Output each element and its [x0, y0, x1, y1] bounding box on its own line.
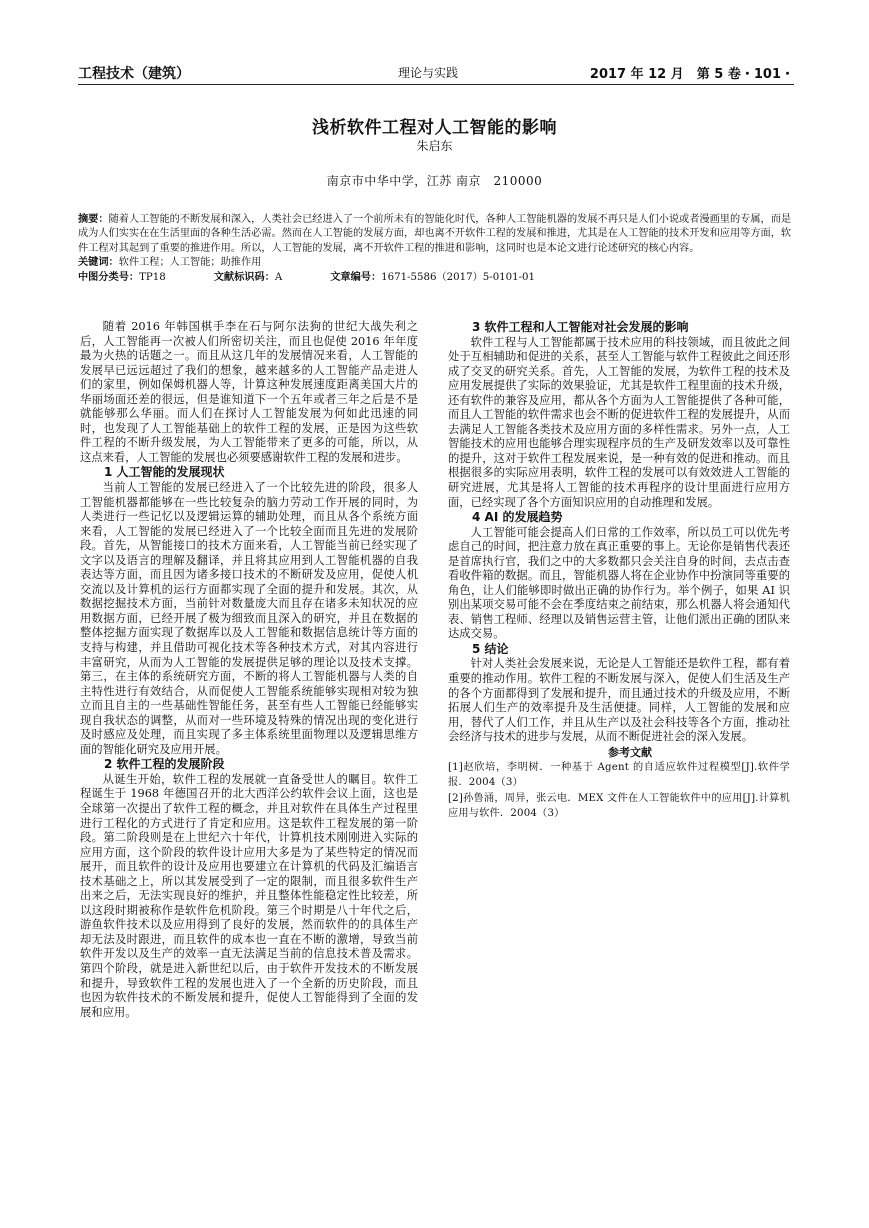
abstract-block — [78, 213, 794, 285]
references-heading: 参考文献 — [608, 745, 652, 759]
article-label: 文章编号： — [330, 271, 382, 283]
author-name: 朱启东 — [416, 139, 453, 153]
keywords-text: 软件工程；人工智能；助推作用 — [118, 257, 262, 269]
doc-value: A — [274, 271, 283, 283]
keywords-label: 关键词： — [78, 257, 119, 269]
classification-line — [78, 271, 794, 285]
abstract — [78, 213, 794, 256]
journal-name: 工程技术（建筑） — [78, 66, 190, 82]
section-3-heading: 3 软件工程和人工智能对社会发展的影响 — [472, 320, 689, 334]
section-4-text: 人工智能可能会提高人们日常的工作效率，所以员工可以优先考虑自己的时间，把注意力放在真正重要的事上。无论你是销售代表还是首席执行官，我们之中的大多数都只会关注自身的时间，去点击查看收件箱的数据。而且，智能机器人将在企业协作中扮演同等重要的角色，让人们能够即时做出正确的协作行为。举个例子，如果 AI 识别出某项交易可能不会在季度结束之前结束，那么机器人将会通知代表、销售工程师、经理以及销售运营主管，让他们派出正确的团队来达成交易。 — [448, 525, 790, 641]
section-1-heading: 1 人工智能的发展现状 — [104, 465, 225, 480]
clc-label: 中图分类号： — [78, 271, 140, 283]
article-title: 浅析软件工程对人工智能的影响 — [312, 118, 557, 138]
document-code — [214, 271, 282, 285]
section-5-heading: 5 结论 — [472, 641, 509, 656]
clc-value: TP18 — [139, 271, 166, 283]
section-5-text: 针对人类社会发展来说，无论是人工智能还是软件工程，都有着重要的推动作用。软件工程的不断发展与深入，促使人们生活及生产的各个方面都得到了发展和提升，而且通过技术的升级及应用，不断拓展人们生产的效率提升及生活便捷。同样，人工智能的发展和应用，替代了人们工作，并且从生产以及社会科技等各个方面，推动社会经济与技术的进步与发展，从而不断促进社会的深入发展。 — [448, 657, 790, 744]
doc-label: 文献标识码： — [213, 271, 275, 283]
section-2-text: 从诞生开始，软件工程的发展就一直备受世人的瞩目。软件工程诞生于 1968 年德国召开的北大西洋公约软件会议上面，这也是全球第一次提出了软件工程的概念，并且对软件在具体生产过程里进行工程化的方式进行了肯定和应用。这是软件工程发展的第一阶段。第二阶段则是在上世纪六十年代，计算机技术刚刚进入实际的应用方面，这个阶段的软件设计应用大多是为了某些特定的情况而展开，而且软件的设计及应用也要建立在计算机的代码及汇编语言技术基础之上，所以其发展受到了一定的限制，而且很多软件生产出来之后，无法实现良好的维护，并且整体性能稳定性比较差，所以这段时期被称作是软件危机阶段。第三个时期是八十年代之后，游鱼软件技术以及应用得到了良好的发展，然而软件的的具体生产却无法及时跟进，而且软件的成本也一直在不断的激增，导致当前软件开发以及生产的效率一直无法满足当前的信息技术普及需求。第四个阶段，就是进入新世纪以后，由于软件开发技术的不断发展和提升，导致软件工程的发展也进入了一个全新的历史阶段，而且也因为软件技术的不断发展和提升，促使人工智能得到了全面的发展和应用。 — [80, 772, 418, 1019]
abstract-label: 摘要： — [78, 214, 109, 225]
issue-info: 2017 年 12 月 第 5 卷・101・ — [589, 67, 794, 82]
section-2-heading: 2 软件工程的发展阶段 — [104, 757, 225, 772]
reference-1: [1]赵欣培，李明树．一种基于 Agent 的自适应软件过程模型[J].软件学报．2004（3） — [448, 761, 790, 789]
abstract-text: 随着人工智能的不断发展和深入，人类社会已经进入了一个前所未有的智能化时代，各种人工智能机器的发展不再只是人们小说或者漫画里的专属，而是成为人们实实在在生活里面的各种生活必需。然而在人工智能的发展方面，却也离不开软件工程的发展和推进，尤其是在人工智能的技术开发和应用等方面，软件工程对其起到了重要的推进作用。所以，人工智能的发展，离不开软件工程的推进和影响，这同时也是本论文进行论述研究的核心内容。 — [78, 214, 792, 254]
intro-paragraph: 随着 2016 年韩国棋手李在石与阿尔法狗的世纪大战失利之后，人工智能再一次被人们所密切关注，而且也促使 2016 年年度最为火热的话题之一。而且从这几年的发展情况来看，人工智能的发展早已远远超过了我们的想象，越来越多的人工智能产品走进人们的家里，例如保姆机器人等，计算这种发展速度距离美国大片的华丽场面还差的很远，但是谁知道下一个五年或者三年之后是不是就能够那么华丽。而人们在探讨人工智能发展为何如此迅速的同时，也发现了人工智能基础上的软件工程的发展，正是因为这些软件工程的不断升级发展，为人工智能带来了更多的可能，所以，从这点来看，人工智能的发展也必须要感谢软件工程的发展和进步。 — [80, 320, 418, 464]
clc-number — [78, 271, 166, 285]
reference-2: [2]孙鲁涌，周异，张云电．MEX 文件在人工智能软件中的应用[J].计算机应用与软件．2004（3） — [448, 792, 790, 820]
section-4-heading: 4 AI 的发展趋势 — [472, 510, 563, 525]
keywords — [78, 256, 794, 270]
section-1-text: 当前人工智能的发展已经进入了一个比较先进的阶段，很多人工智能机器都能够在一些比较复杂的脑力劳动工作开展的同时，为人类进行一些记忆以及逻辑运算的辅助处理，而且从各个系统方面来看，人工智能的发展已经进入了一个比较全面而且先进的发展阶段。首先，从智能接口的技术方面来看，人工智能当前已经实现了文字以及语言的理解及翻译，并且将其应用到人工智能机器的自我表达等方面，而且因为诸多接口技术的不断研发及应用，促使人机交流以及计算机的运行方面都实现了全面的提升和发展。其次，从数据挖掘技术方面，当前针对数量庞大而且存在诸多未知状况的应用数据方面，已经开展了极为细致而且深入的研究，并且在数据的整体挖掘方面实现了数据库以及人工智能和数据信息统计等方面的支持与构建，并且借助可视化技术等各种技术方式，对其内容进行丰富研究，从而为人工智能的发展提供足够的理论以及技术支撑。第三，在主体的系统研究方面，不断的将人工智能机器与人类的自主特性进行有效结合，从而促使人工智能系统能够实现相对较为独立而且自主的一些基础性智能任务，甚至有些人工智能已经能够实现自我状态的调整，从而对一些环境及特殊的情况出现的变化进行及时感应及处理，而且实现了多主体系统里面物理以及逻辑思维方面的智能化研究及应用开展。 — [80, 480, 418, 756]
left-column — [80, 320, 418, 1020]
article-value: 1671-5586（2017）5-0101-01 — [381, 271, 536, 283]
section-name: 理论与实践 — [398, 66, 459, 80]
running-header — [78, 60, 794, 85]
author-affiliation: 南京市中华中学，江苏 南京 210000 — [326, 174, 543, 188]
right-column — [448, 320, 790, 822]
article-number — [330, 271, 535, 285]
section-3-text: 软件工程与人工智能都属于技术应用的科技领域，而且彼此之间处于互相辅助和促进的关系，甚至人工智能与软件工程彼此之间还形成了交叉的研究关系。首先，人工智能的发展，为软件工程的技术及应用发展提供了实际的效果验证，尤其是软件工程里面的技术升级，还有软件的兼容及应用，都从各个方面为人工智能提供了各种可能，而且人工智能的软件需求也会不断的促进软件工程的发展提升，从而去满足人工智能各类技术及应用方面的多样性需求。另外一点，人工智能技术的应用也能够合理实现程序员的生产及研发效率以及可靠性的提升，这对于软件工程发展来说，是一种有效的促进和推动。而且根据很多的实际应用表明，软件工程的发展可以有效效进人工智能的研究进展，尤其是将人工智能的技术再程序的设计里面进行应用方面，已经实现了各个方面知识应用的自动推理和发展。 — [448, 335, 790, 509]
